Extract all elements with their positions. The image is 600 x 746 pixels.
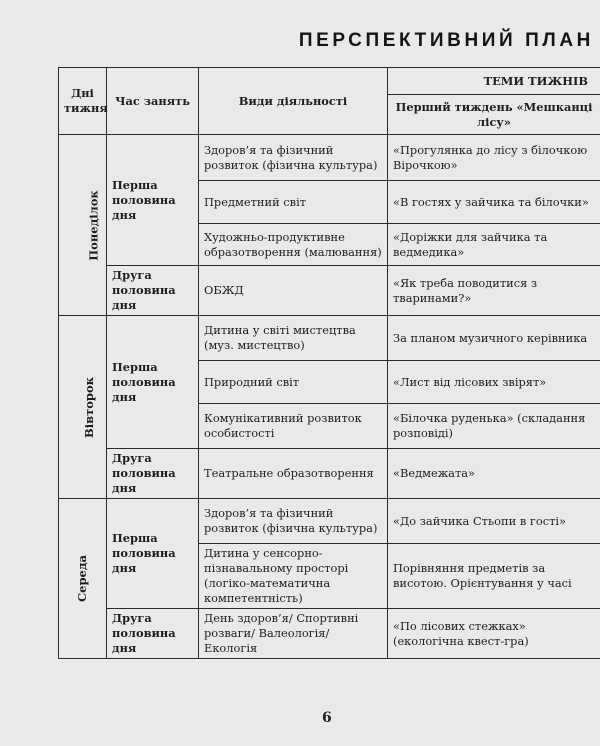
activity-cell: Дитина у світі мистецтва (муз. мистецтво) [199, 316, 388, 361]
theme-cell: Порівняння предметів за висотою. Орієнтування у часі [388, 544, 600, 609]
table-row [59, 266, 600, 316]
theme-cell: «Білочка руденька» (складання розповіді) [388, 404, 600, 449]
period-cell: Друга половина дня [107, 449, 199, 499]
table-row [59, 135, 600, 181]
period-cell: Перша половина дня [107, 316, 199, 449]
activity-cell: Дитина у сенсорно-пізнавальному просторі (логіко-математична компетентність) [199, 544, 388, 609]
days-header: Дні тижня [59, 68, 107, 135]
header-row [59, 68, 600, 95]
activity-cell: Художньо-продуктивне образотворення (малювання) [199, 224, 388, 266]
theme-cell: «Ведмежата» [388, 449, 600, 499]
activity-cell: Природний світ [199, 361, 388, 404]
activities-header: Види діяльності [199, 68, 388, 135]
period-cell: Перша половина дня [107, 499, 199, 609]
theme-cell: «До зайчика Стьопи в гості» [388, 499, 600, 544]
day-tuesday-cell [59, 316, 107, 499]
day-monday-cell [59, 135, 107, 316]
theme-cell: «В гостях у зайчика та білочки» [388, 181, 600, 224]
activity-cell: Театральне образотворення [199, 449, 388, 499]
activity-cell: Здоров’я та фізичний розвиток (фізична культура) [199, 499, 388, 544]
table-row [59, 609, 600, 659]
week-header: Перший тиждень «Мешканці лісу» [388, 95, 600, 135]
theme-cell: «По лісових стежках» (екологічна квест-гра) [388, 609, 600, 659]
page-title: ПЕРСПЕКТИВНИЙ ПЛАН [298, 30, 594, 51]
day-wednesday-cell [59, 499, 107, 659]
activity-cell: День здоров’я/ Спортивні розваги/ Валеологія/ Екологія [199, 609, 388, 659]
table-row [59, 499, 600, 544]
themes-header: ТЕМИ ТИЖНІВ [388, 68, 600, 95]
time-header: Час занять [107, 68, 199, 135]
table-row [59, 449, 600, 499]
day-wednesday: Середа [74, 555, 89, 602]
period-cell: Друга половина дня [107, 609, 199, 659]
activity-cell: Здоров’я та фізичний розвиток (фізична культура) [199, 135, 388, 181]
theme-cell: «Як треба поводитися з тваринами?» [388, 266, 600, 316]
theme-cell: «Доріжки для зайчика та ведмедика» [388, 224, 600, 266]
activity-cell: ОБЖД [199, 266, 388, 316]
day-monday: Понеділок [86, 189, 101, 261]
plan-table [58, 67, 600, 659]
period-cell: Перша половина дня [107, 135, 199, 266]
period-cell: Друга половина дня [107, 266, 199, 316]
theme-cell: «Прогулянка до лісу з білочкою Вірочкою» [388, 135, 600, 181]
theme-cell: «Лист від лісових звірят» [388, 361, 600, 404]
activity-cell: Комунікативний розвиток особистості [199, 404, 388, 449]
activity-cell: Предметний світ [199, 181, 388, 224]
day-tuesday: Вівторок [81, 376, 96, 438]
theme-cell: За планом музичного керівника [388, 316, 600, 361]
page-number: 6 [322, 710, 332, 726]
table-row [59, 316, 600, 361]
